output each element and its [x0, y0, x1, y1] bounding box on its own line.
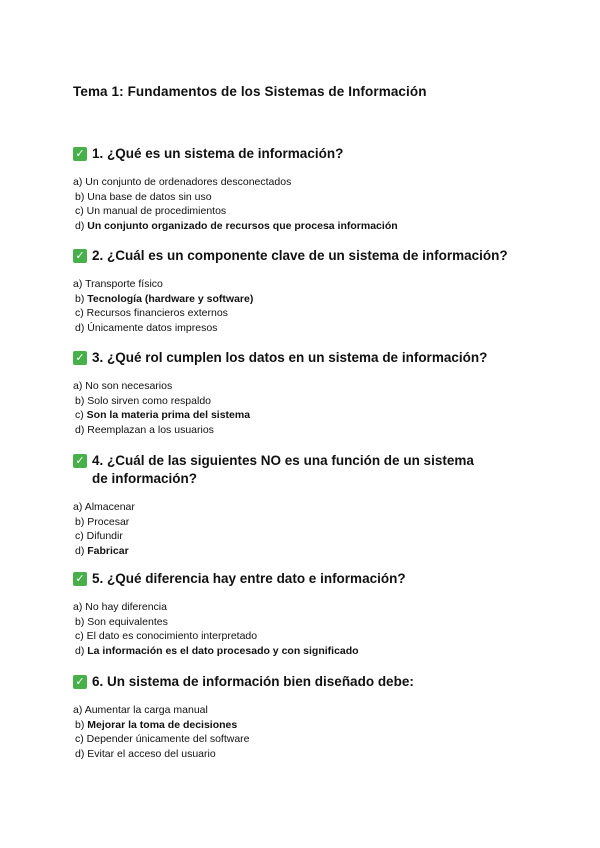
option-text: No hay diferencia [85, 601, 167, 613]
option-letter: b) [75, 718, 85, 731]
option-text: Aumentar la carga manual [84, 704, 208, 716]
question-text: 6. Un sistema de información bien diseñado debe: [92, 674, 414, 689]
option-letter: d) [75, 322, 85, 335]
option-letter: c) [75, 409, 84, 422]
question-heading [73, 570, 533, 588]
option-text: Son la materia prima del sistema [86, 409, 251, 422]
option-letter: d) [75, 545, 85, 558]
option-letter: b) [75, 394, 85, 407]
option-d-correct [73, 544, 493, 559]
option-text: No son necesarios [85, 380, 173, 392]
option-letter: d) [75, 220, 85, 233]
check-mark-icon: ✓ [73, 675, 87, 689]
option-letter: d) [75, 645, 85, 658]
option-a [73, 277, 533, 292]
question-text: 2. ¿Cuál es un componente clave de un sistema de información? [92, 248, 508, 263]
option-text: La información es el dato procesado y con significado [87, 645, 359, 658]
question-5 [73, 570, 533, 659]
options-list [73, 500, 493, 559]
option-text: Tecnología (hardware y software) [87, 292, 254, 305]
option-letter: d) [75, 748, 85, 761]
question-1 [73, 145, 533, 234]
option-b-correct [73, 718, 533, 733]
option-text: Procesar [87, 515, 130, 528]
option-letter: c) [75, 630, 84, 643]
question-text: 4. ¿Cuál de las siguientes NO es una función de un sistema de información? [92, 453, 474, 486]
option-text: Únicamente datos impresos [87, 322, 218, 335]
check-mark-icon: ✓ [73, 147, 87, 161]
option-text: Reemplazan a los usuarios [87, 424, 214, 437]
option-letter: a) [73, 501, 83, 513]
option-a [73, 703, 533, 718]
option-b [73, 615, 533, 630]
option-text: Son equivalentes [87, 615, 168, 628]
question-heading [73, 673, 533, 691]
check-mark-icon: ✓ [73, 454, 87, 468]
option-letter: b) [75, 615, 85, 628]
option-text: Una base de datos sin uso [87, 190, 212, 203]
option-text: Transporte físico [85, 278, 163, 290]
question-2 [73, 247, 533, 336]
option-letter: d) [75, 424, 85, 437]
option-a [73, 379, 533, 394]
page-title: Tema 1: Fundamentos de los Sistemas de Información [73, 84, 427, 99]
option-letter: c) [75, 530, 84, 543]
question-text: 5. ¿Qué diferencia hay entre dato e información? [92, 571, 406, 586]
option-d [73, 747, 533, 762]
question-heading [73, 247, 533, 265]
option-letter: c) [75, 733, 84, 746]
option-letter: a) [73, 601, 83, 613]
option-c [73, 629, 533, 644]
option-text: Mejorar la toma de decisiones [87, 718, 238, 731]
option-letter: b) [75, 190, 85, 203]
question-3 [73, 349, 533, 438]
option-letter: a) [73, 380, 83, 392]
option-letter: c) [75, 307, 84, 320]
option-text: Un conjunto de ordenadores desconectados [85, 176, 292, 188]
option-text: Almacenar [84, 501, 135, 513]
option-letter: b) [75, 515, 85, 528]
option-text: Difundir [86, 530, 123, 543]
question-4 [73, 452, 493, 559]
option-letter: a) [73, 176, 83, 188]
option-d [73, 423, 533, 438]
option-text: Un conjunto organizado de recursos que procesa información [87, 220, 398, 233]
option-letter: b) [75, 292, 85, 305]
option-b-correct [73, 292, 533, 307]
option-letter: a) [73, 278, 83, 290]
question-6 [73, 673, 533, 762]
option-c [73, 732, 533, 747]
option-a [73, 500, 493, 515]
options-list [73, 379, 533, 438]
option-a [73, 175, 533, 190]
option-c [73, 529, 493, 544]
question-heading [73, 145, 533, 163]
options-list [73, 277, 533, 336]
check-mark-icon: ✓ [73, 351, 87, 365]
option-c [73, 204, 533, 219]
options-list [73, 703, 533, 762]
option-d-correct [73, 644, 533, 659]
option-text: Solo sirven como respaldo [87, 394, 211, 407]
option-text: Depender únicamente del software [86, 733, 250, 746]
option-b [73, 394, 533, 409]
option-d-correct [73, 219, 533, 234]
option-letter: c) [75, 205, 84, 218]
option-b [73, 515, 493, 530]
option-text: Un manual de procedimientos [86, 205, 227, 218]
question-text: 1. ¿Qué es un sistema de información? [92, 146, 344, 161]
question-heading [73, 452, 493, 488]
option-b [73, 190, 533, 205]
option-letter: a) [73, 704, 83, 716]
question-text: 3. ¿Qué rol cumplen los datos en un sistema de información? [92, 350, 488, 365]
option-a [73, 600, 533, 615]
option-d [73, 321, 533, 336]
option-text: Fabricar [87, 545, 129, 558]
option-text: El dato es conocimiento interpretado [86, 630, 258, 643]
options-list [73, 175, 533, 234]
option-c-correct [73, 408, 533, 423]
option-c [73, 306, 533, 321]
option-text: Evitar el acceso del usuario [87, 748, 216, 761]
check-mark-icon: ✓ [73, 249, 87, 263]
check-mark-icon: ✓ [73, 572, 87, 586]
options-list [73, 600, 533, 659]
question-heading [73, 349, 533, 367]
option-text: Recursos financieros externos [86, 307, 228, 320]
